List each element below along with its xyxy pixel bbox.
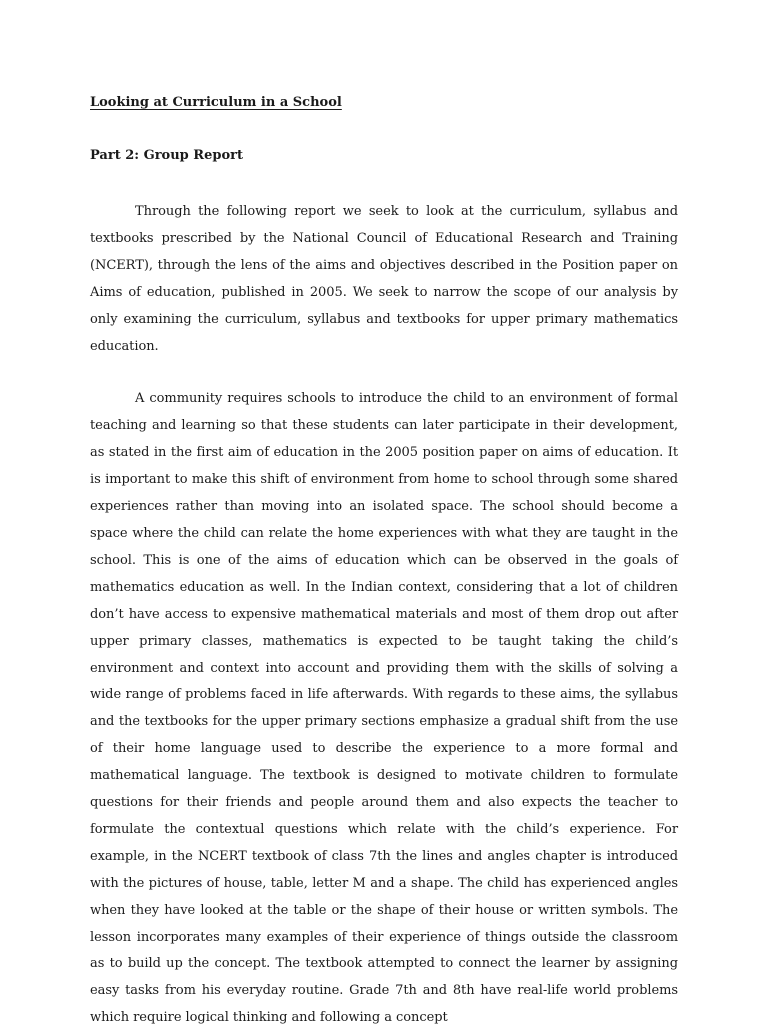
document-title: Looking at Curriculum in a School	[90, 95, 342, 110]
paragraph-intro: Through the following report we seek to look at the curriculum, syllabus and textbooks prescribed by the National Council of Educational Research and Training (NCERT), through the lens of the aims and objectives described in the Position paper on Aims of education, published in 2005. We seek to narrow the scope of our analysis by only examining the curriculum, syllabus and textbooks for upper primary mathematics education.	[90, 204, 678, 354]
paragraph-community: A community requires schools to introduce the child to an environment of formal teaching and learning so that these students can later participate in their development, as stated in the first aim of education in the 2005 position paper on aims of education. It is important to make this shift of environment from home to school through some shared experiences rather than moving into an isolated space. The school should become a space where the child can relate the home experiences with what they are taught in the school. This is one of the aims of education which can be observed in the goals of mathematics education as well. In the Indian context, considering that a lot of children don’t have access to expensive mathematical materials and most of them drop out after upper primary classes, mathematics is expected to be taught taking the child’s environment and context into account and providing them with the skills of solving a wide range of problems faced in life afterwards. With regards to these aims, the syllabus and the textbooks for the upper primary sections emphasize a gradual shift from the use of their home language used to describe the experience to a more formal and mathematical language. The textbook is designed to motivate children to formulate questions for their friends and people around them and also expects the teacher to formulate the contextual questions which relate with the child’s experience. For example, in the NCERT textbook of class 7th the lines and angles chapter is introduced with the pictures of house, table, letter M and a shape. The child has experienced angles when they have looked at the table or the shape of their house or written symbols. The lesson incorporates many examples of their experience of things outside the classroom as to build up the concept. The textbook attempted to connect the learner by assigning easy tasks from his everyday routine. Grade 7th and 8th have real-life world problems which require logical thinking and following a concept	[90, 391, 678, 1026]
section-heading: Part 2: Group Report	[90, 148, 243, 163]
document-body	[90, 92, 678, 1032]
